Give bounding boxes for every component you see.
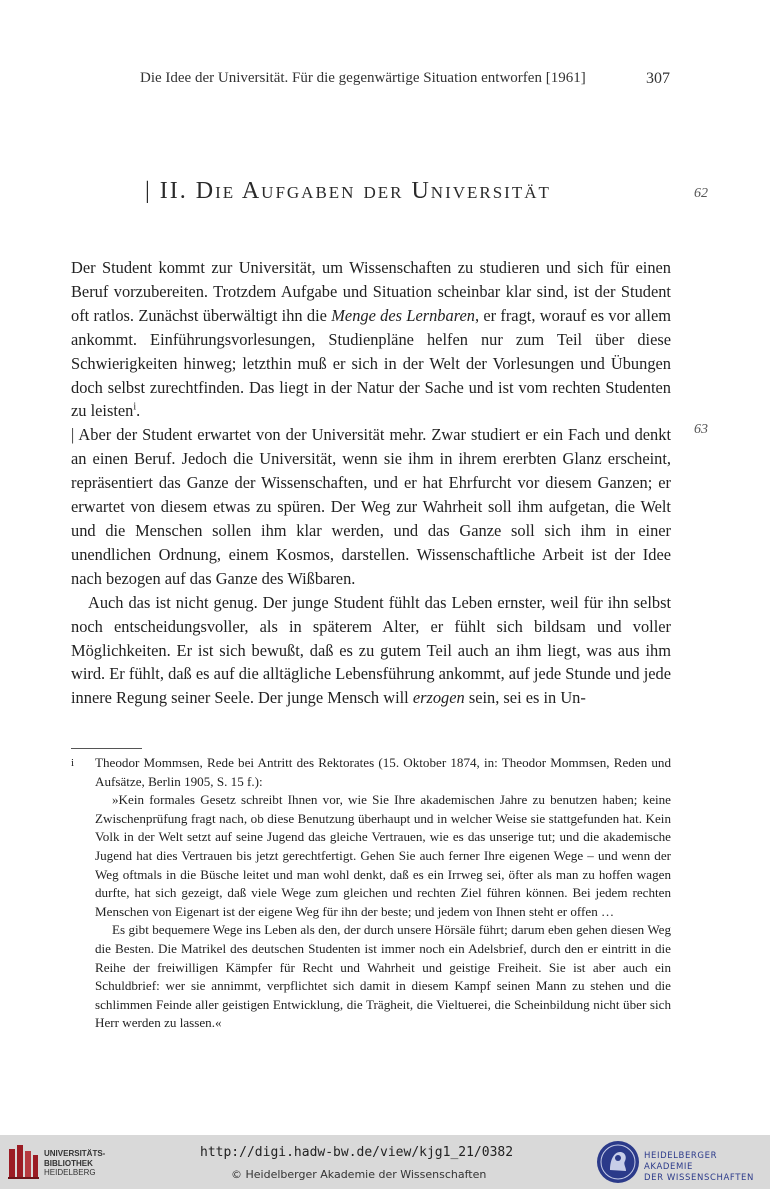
margin-number-62: 62 [694, 186, 708, 201]
paragraph-2: | Aber der Student erwartet von der Universität mehr. Zwar studiert er ein Fach und denkt an einen Beruf. Jedoch die Universität, wenn sie ihm in ihrem ererbten Glanz erscheint, repräsentiert das Ganze der Wissenschaften, und er hat Ehrfurcht vor diesem Ganzen; er erwartet von diesem etwas zu spüren. Der Weg zur Wahrheit soll ihm aufgetan, die Welt und die Menschen sollen ihm klar werden, und das Ganze soll sich ihm in einer unendlichen Ordnung, einem Kosmos, darstellen. Wissenschaftliche Arbeit ist der Idee nach bezogen auf das Ganze des Wißbaren. [71, 425, 671, 588]
university-library-logo-icon[interactable] [7, 1143, 41, 1181]
library-name: UNIVERSITÄTS- BIBLIOTHEK HEIDELBERG [44, 1149, 106, 1177]
copyright-notice: © Heidelberger Akademie der Wissenschaften [231, 1168, 487, 1181]
footnote-block [71, 754, 671, 1033]
footnote-i [71, 754, 671, 1033]
footnote-citation: Theodor Mommsen, Rede bei Antritt des Rektorates (15. Oktober 1874, in: Theodor Mommsen, Reden und Aufsätze, Berlin 1905, S. 15 f.): [95, 755, 671, 789]
margin-number-63: 63 [694, 422, 708, 437]
footnote-quote-1: »Kein formales Gesetz schreibt Ihnen vor, wie Sie Ihre akademischen Jahre zu benutzen haben; keine Zwischenprüfung fragt nach, ob diese Benutzung überhaupt und in welcher Weise sie stattgefunden hat. Kein Volk in der Welt setzt auf seine Jugend das gleiche Vertrauen, wie es das unserige tut; und die akademische Jugend hat dies Vertrauen bis jetzt gerechtfertigt. Gehen Sie auch ferner Ihre eigenen Wege – und wenn der Weg oftmals in die Büsche leitet und man wohl denkt, daß es ein Irrweg sei, öfter als man zu hoffen wagen durfte, hat sich gezeigt, daß viele Wege zum gleichen und rechten Ziel führen können. Bei jedem rechten Menschen von Eigenart ist der eigene Weg für ihn der beste; und jedem von Ihnen steht er offen … [95, 792, 671, 919]
paragraph-3: Auch das ist nicht genug. Der junge Student fühlt das Leben ernster, weil für ihn selbst noch entscheidungsvoller, als in späterem Alter, er fühlt sich bildsam und voller Möglichkeiten. Er ist sich bewußt, daß es zu gutem Teil auch an ihm liegt, was aus ihm wird. Er fühlt, daß es auf die alltägliche Lebensführung ankommt, auf jede Stunde und jede innere Regung seiner Seele. Der junge Mensch will erzogen sein, sei es in Un- [71, 592, 671, 708]
academy-seal-icon[interactable] [596, 1140, 640, 1184]
footnote-reference[interactable]: i [133, 401, 137, 413]
academy-name: HEIDELBERGER AKADEMIE DER WISSENSCHAFTEN [644, 1151, 754, 1183]
emphasis-erzogen: erzogen [412, 688, 465, 708]
emphasis-lernbaren: Menge des Lernbaren [331, 305, 475, 325]
footer-bar [0, 1135, 770, 1189]
page-number: 307 [646, 70, 670, 87]
chapter-heading: | II. Die Aufgaben der Universität [145, 178, 551, 204]
permalink-url[interactable]: http://digi.hadw-bw.de/view/kjg1_21/0382 [200, 1145, 514, 1160]
running-head: Die Idee der Universität. Für die gegenwärtige Situation entworfen [1961] [140, 70, 586, 86]
body-text [71, 256, 671, 710]
footnote-quote-2: Es gibt bequemere Wege ins Leben als den, der durch unsere Hörsäle führt; darum eben gehen diesen Weg die Besten. Die Matrikel des deutschen Studenten ist immer noch ein Adelsbrief, durch den er eintritt in die Reihe der freiwilligen Kämpfer für Recht und Wahrheit und geistige Freiheit. Sie ist aber auch ein Schuldbrief: wer sie annimmt, verpflichtet sich damit in diesem Kampf seinen Mann zu stehen und die schlimmen Feinde aller geistigen Entwicklung, die Trägheit, die Vieltuerei, die Scheinbildung nicht über sich Herr werden zu lassen.« [95, 922, 671, 1031]
footnote-mark: i [71, 757, 75, 769]
paragraph-1: Der Student kommt zur Universität, um Wissenschaften zu studieren und sich für einen Beruf vorzubereiten. Trotzdem Aufgabe und Situation scheinbar klar sind, ist der Student oft ratlos. Zunächst überwältigt ihn die Menge des Lernbaren, er fragt, worauf es vor allem ankommt. Einführungsvorlesungen, Studienpläne helfen nur zum Teil über diese Schwierigkeiten hinweg; letzthin muß er sich in der Welt der Vorlesungen und Übungen doch selbst zurechtfinden. Das liegt in der Natur der Sache und ist vom rechten Studenten zu leisten$^i$. [71, 258, 671, 421]
footnote-divider [71, 748, 142, 749]
